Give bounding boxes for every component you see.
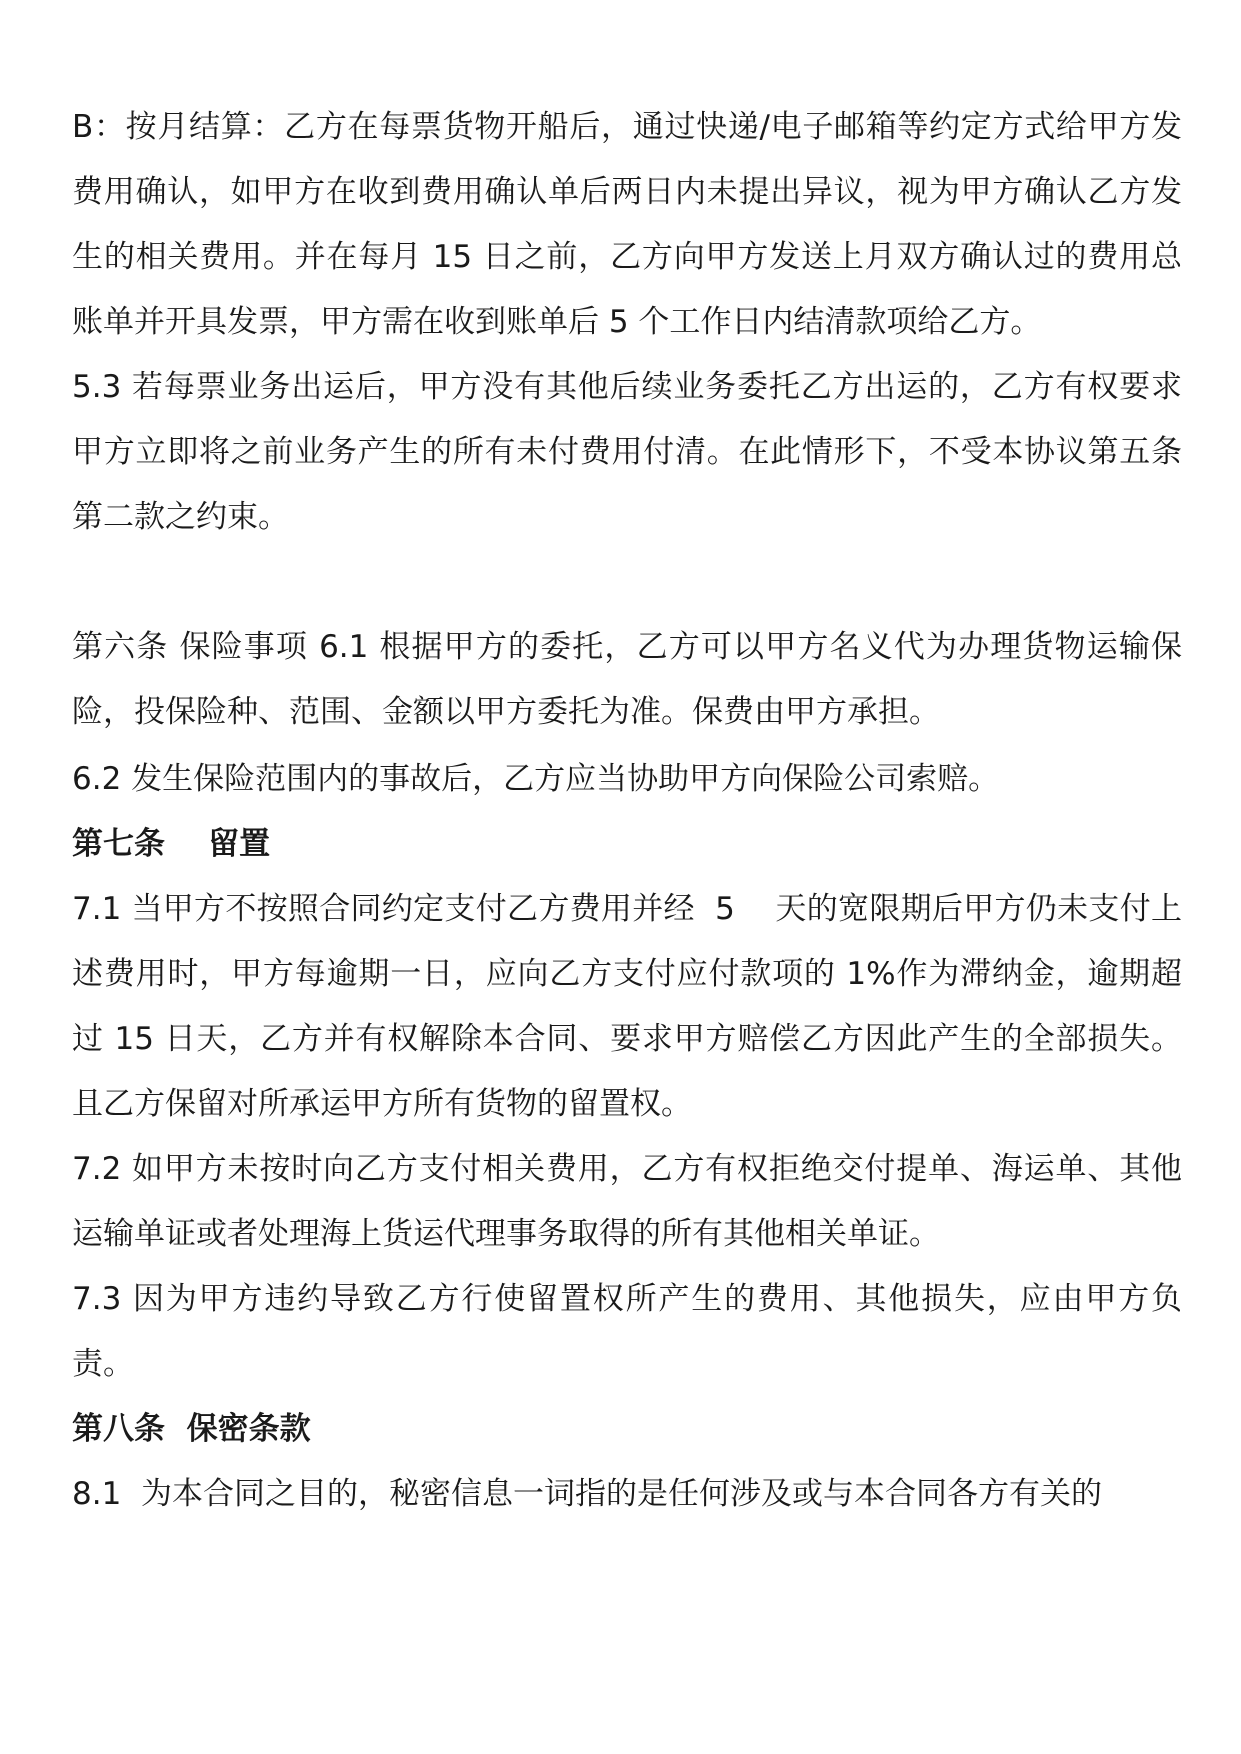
heading-article-7: 第七条 留置 [72,826,271,862]
heading-article-8: 第八条 保密条款 [72,1411,311,1447]
paragraph-6-1-insurance: 第六条 保险事项 6.1 根据甲方的委托，乙方可以甲方名义代为办理货物运输保险，投保险种、范围、金额以甲方委托为准。保费由甲方承担。 [72,629,1182,730]
paragraph-7-1: 7.1 当甲方不按照合同约定支付乙方费用并经 5 天的宽限期后甲方仍未支付上述费用时，甲方每逾期一日，应向乙方支付应付款项的 1%作为滞纳金，逾期超过 15 日天，乙方并有权解除本合同、要求甲方赔偿乙方因此产生的全部损失。且乙方保留对所承运甲方所有货物的留置权。 [72,891,1182,1122]
paragraph-8-1: 8.1 为本合同之目的，秘密信息一词指的是任何涉及或与本合同各方有关的 [72,1476,1103,1512]
paragraph-7-3: 7.3 因为甲方违约导致乙方行使留置权所产生的费用、其他损失，应由甲方负责。 [72,1281,1182,1382]
paragraph-7-2: 7.2 如甲方未按时向乙方支付相关费用，乙方有权拒绝交付提单、海运单、其他运输单证或者处理海上货运代理事务取得的所有其他相关单证。 [72,1151,1182,1252]
paragraph-6-2: 6.2 发生保险范围内的事故后，乙方应当协助甲方向保险公司索赔。 [72,761,1000,797]
paragraph-5-3: 5.3 若每票业务出运后，甲方没有其他后续业务委托乙方出运的，乙方有权要求甲方立即将之前业务产生的所有未付费用付清。在此情形下，不受本协议第五条第二款之约束。 [72,369,1182,535]
document-page [72,95,1182,1527]
paragraph-b-monthly-settlement: B：按月结算：乙方在每票货物开船后，通过快递/电子邮箱等约定方式给甲方发费用确认，如甲方在收到费用确认单后两日内未提出异议，视为甲方确认乙方发生的相关费用。并在每月 15 日之前，乙方向甲方发送上月双方确认过的费用总账单并开具发票，甲方需在收到账单后 5 个工作日内结清款项给乙方。 [72,109,1182,340]
